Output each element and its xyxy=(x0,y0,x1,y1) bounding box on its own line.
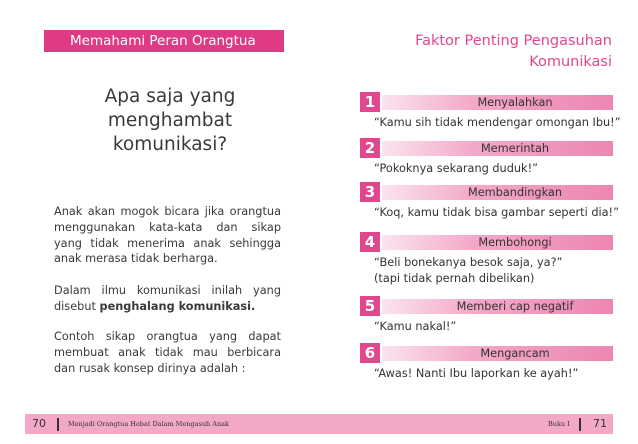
paragraph-1: Anak akan mogok bicara jika orangtua menggunakan kata-kata dan sikap yang tidak menerima anak sehingga anak merasa tidak berharga. xyxy=(54,205,281,266)
item-quote: “Beli bonekanya besok saja, ya?” xyxy=(374,256,563,269)
item-number-badge: 3 xyxy=(360,182,380,202)
right-page-title: Faktor Penting Pengasuhan Komunikasi xyxy=(415,33,612,70)
footer-separator xyxy=(57,418,59,431)
item-quote: “Kamu sih tidak mendengar omongan Ibu!” xyxy=(374,116,621,129)
item-label-bar: Memerintah xyxy=(382,141,613,156)
left-page-number: 70 xyxy=(32,417,46,430)
item-label-bar: Mengancam xyxy=(382,346,613,361)
item-number-badge: 4 xyxy=(360,232,380,252)
item-number-badge: 2 xyxy=(360,138,380,158)
item-label-bar: Membandingkan xyxy=(382,185,613,200)
item-label-bar: Memberi cap negatif xyxy=(382,299,613,314)
item-quote: “Koq, kamu tidak bisa gambar seperti dia!” xyxy=(374,206,619,219)
item-quote: “Pokoknya sekarang duduk!” xyxy=(374,162,538,175)
footer-volume: Buku I xyxy=(548,420,570,428)
item-quote-note: (tapi tidak pernah dibelikan) xyxy=(374,272,535,285)
left-page-header: Memahami Peran Orangtua xyxy=(44,30,284,52)
paragraph-2-text: Dalam ilmu komunikasi inilah yang disebut xyxy=(54,284,281,313)
paragraph-3: Contoh sikap orangtua yang dapat membuat anak tidak mau berbicara dan rusak konsep dirinya adalah : xyxy=(54,330,281,375)
question-heading: Apa saja yang menghambat komunikasi? xyxy=(104,86,236,155)
item-label-bar: Menyalahkan xyxy=(382,95,613,110)
footer-book-title: Menjadi Orangtua Hebat Dalam Mengasuh Anak xyxy=(68,420,229,428)
item-quote: “Awas! Nanti Ibu laporkan ke ayah!” xyxy=(374,367,579,380)
item-number-badge: 5 xyxy=(360,296,380,316)
paragraph-2-bold: penghalang komunikasi. xyxy=(99,299,256,313)
paragraph-2 xyxy=(54,283,281,315)
item-label-bar: Membohongi xyxy=(382,235,613,250)
right-page-number: 71 xyxy=(593,417,607,430)
footer-separator xyxy=(579,418,581,431)
item-quote: “Kamu nakal!” xyxy=(374,320,457,333)
item-number-badge: 1 xyxy=(360,92,380,112)
item-number-badge: 6 xyxy=(360,343,380,363)
